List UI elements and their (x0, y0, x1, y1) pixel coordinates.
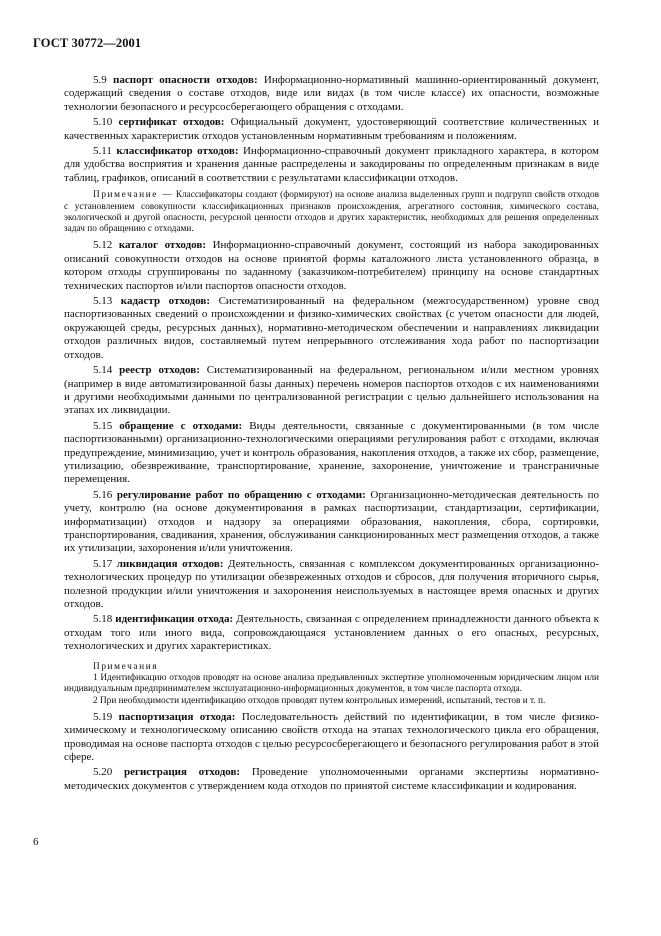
defined-term: реестр отходов: (119, 364, 200, 377)
clause-number: 5.11 (93, 145, 112, 158)
definition-paragraph-5-13 (64, 295, 599, 362)
clause-number: 5.14 (93, 364, 113, 377)
definition-text: Систематизированный на федеральном, региональном и/или местном уровнях (например в виде автоматизированной базы данных) перечень номеров паспортов отходов с их наименованиями и другими необходимыми данными по централизованной регистрации с целью дальнейшего использования на этапах их ликвидации. (64, 364, 600, 417)
document-code-header: ГОСТ 30772—2001 (33, 36, 142, 50)
defined-term: сертификат отходов: (118, 116, 225, 129)
definition-text: Последовательность действий по идентификации, в том числе физико-химическому и технологическому описанию свойств отхода на этапах технологического цикла его обращения, проводимая на основе паспорта отходов с целью ресурсосберегающего и безопасного регулирования работ в этой сфере. (64, 710, 600, 764)
clause-number: 5.13 (93, 295, 113, 308)
clause-number: 5.10 (93, 116, 113, 129)
definition-paragraph-5-11 (64, 145, 599, 185)
definition-text: Деятельность, связанная с определением принадлежности данного объекта к отходам того или иного вида, сопровождающаяся установлением данных о его опасных, ресурсных, технологических и других характеристиках. (64, 613, 599, 653)
note-item: 2 При необходимости идентификацию отходов проводят путем контрольных измерений, испытаний, тестов и т. п. (93, 695, 546, 706)
definition-text: Систематизированный на федеральном (межгосударственном) уровне свод паспортизованных сведений о происхождении и физико-химических свойствах (с учетом опасности для людей, окружающей среды, ресурсных данных), нормативно-методическом обеспечении и направлениях ликвидации отходов различных видов, составляемый путем непрерывного отслеживания хода работ по паспортизации отходов. (64, 295, 599, 361)
note-5-11 (64, 190, 599, 235)
definition-paragraph-5-20 (64, 766, 599, 793)
defined-term: ликвидация отходов: (116, 557, 224, 570)
definition-paragraph-5-14 (64, 364, 599, 418)
definition-paragraph-5-19 (64, 711, 599, 765)
defined-term: каталог отходов: (118, 239, 206, 252)
definition-text: Виды деятельности, связанные с документированными (в том числе паспортизованными) организационно-технологическими операциями регулирования работ с отходами, включая предупреждение, минимизацию, учет и контроль образования, накопления отходов, а также их сбор, размещение, утилизацию, обезвреживание, транспортирование, хранение, захоронение, уничтожение и трансграничные перемещения. (64, 419, 600, 486)
clause-number: 5.9 (93, 74, 107, 86)
clause-number: 5.16 (93, 488, 113, 501)
definition-paragraph-5-12 (64, 239, 599, 293)
defined-term: паспортизация отхода: (118, 710, 236, 723)
definition-text: Организационно-методическая деятельность по учету, контролю (на основе документирования в рамках паспортизации, стандартизации, сертификации, информатизации) отходов и надзору за операциями образования, накопления, сбора, сортировки, транспортирования, свадивания, хранения, обслуживания санкционированных мест размещения отходов, а также их утилизации, захоронения и/или уничтожения. (64, 488, 600, 555)
notes-heading: Примечания (93, 661, 159, 672)
definition-paragraph-5-16 (64, 489, 599, 556)
clause-number: 5.18 (93, 613, 113, 626)
definition-text: Официальный документ, удостоверяющий соответствие количественных и качественных характеристик отходов установленным нормативным требованиям и положениям. (64, 116, 599, 142)
page-number: 6 (33, 836, 39, 848)
defined-term: идентификация отхода: (115, 613, 234, 626)
definition-paragraph-5-9 (64, 74, 599, 114)
defined-term: классификатор отходов: (116, 145, 239, 158)
defined-term: паспорт опасности отходов: (113, 74, 258, 86)
definition-text: Информационно-справочный документ, состоящий из набора закодированных описаний совокупности отходов на основе принятой формы каталожного листа установленного образца, в котором отходы сгруппированы по заданному (заказчиком-потребителем) принципу на основе стандартных технических паспортов и/или паспортов опасности отходов. (64, 239, 600, 292)
definition-paragraph-5-18 (64, 613, 599, 653)
definition-paragraph-5-17 (64, 558, 599, 612)
definition-paragraph-5-10 (64, 116, 599, 143)
clause-number: 5.20 (93, 766, 113, 779)
clause-number: 5.15 (93, 419, 113, 432)
note-text: Классификаторы создают (формируют) на основе анализа выделенных групп и подгрупп свойств отходов с установлением совокупности классификационных признаков происхождения, агрегатного состояния, химического состава, экологической и другой опасности, ресурсной ценности отходов и других характеристик, необходимых для решения определенных задач по обращению с отходами. (64, 190, 599, 235)
clause-number: 5.12 (93, 239, 113, 252)
clause-number: 5.19 (93, 710, 113, 723)
defined-term: регистрация отходов: (123, 766, 241, 779)
note-label: Примечание — (93, 190, 174, 201)
definition-text: Информационно-справочный документ прикладного характера, в котором для удобства восприятия и хранения данные распределены и закодированы по определенным признакам в виде таблиц, графиков, описаний в соответствии с результатами классификации отходов. (64, 145, 600, 184)
document-body (64, 74, 599, 795)
definition-text: Информационно-нормативный машинно-ориентированный документ, содержащий сведения о составе отходов, виде или видах (в том числе классе) их опасности, возможные технологии безопасного и ресурсосберегающего обращения с отходами. (64, 74, 599, 113)
defined-term: регулирование работ по обращению с отходами: (116, 488, 366, 501)
defined-term: кадастр отходов: (120, 295, 211, 308)
clause-number: 5.17 (93, 557, 113, 570)
defined-term: обращение с отходами: (119, 419, 243, 432)
definition-text: Деятельность, связанная с комплексом документированных организационно-технологических процедур по утилизации обезвреженных отходов и сбросов, для получения вторичного сырья, полезной продукции и/или уничтожения и захоронения неиспользуемых в настоящее время опасных и других отходов. (64, 557, 600, 610)
notes-5-18 (64, 662, 599, 707)
definition-paragraph-5-15 (64, 420, 599, 487)
note-item: 1 Идентификацию отходов проводят на основе анализа предъявленных экспертизе уполномоченным юридическим лицом или индивидуальным предпринимателем эксплуатационно-информационных документов, в том числе паспорта отхода. (64, 672, 599, 695)
definition-text: Проведение уполномоченными органами экспертизы нормативно-методических документов с утверждением кода отходов по принятой системе классификации и кодирования. (64, 766, 600, 792)
